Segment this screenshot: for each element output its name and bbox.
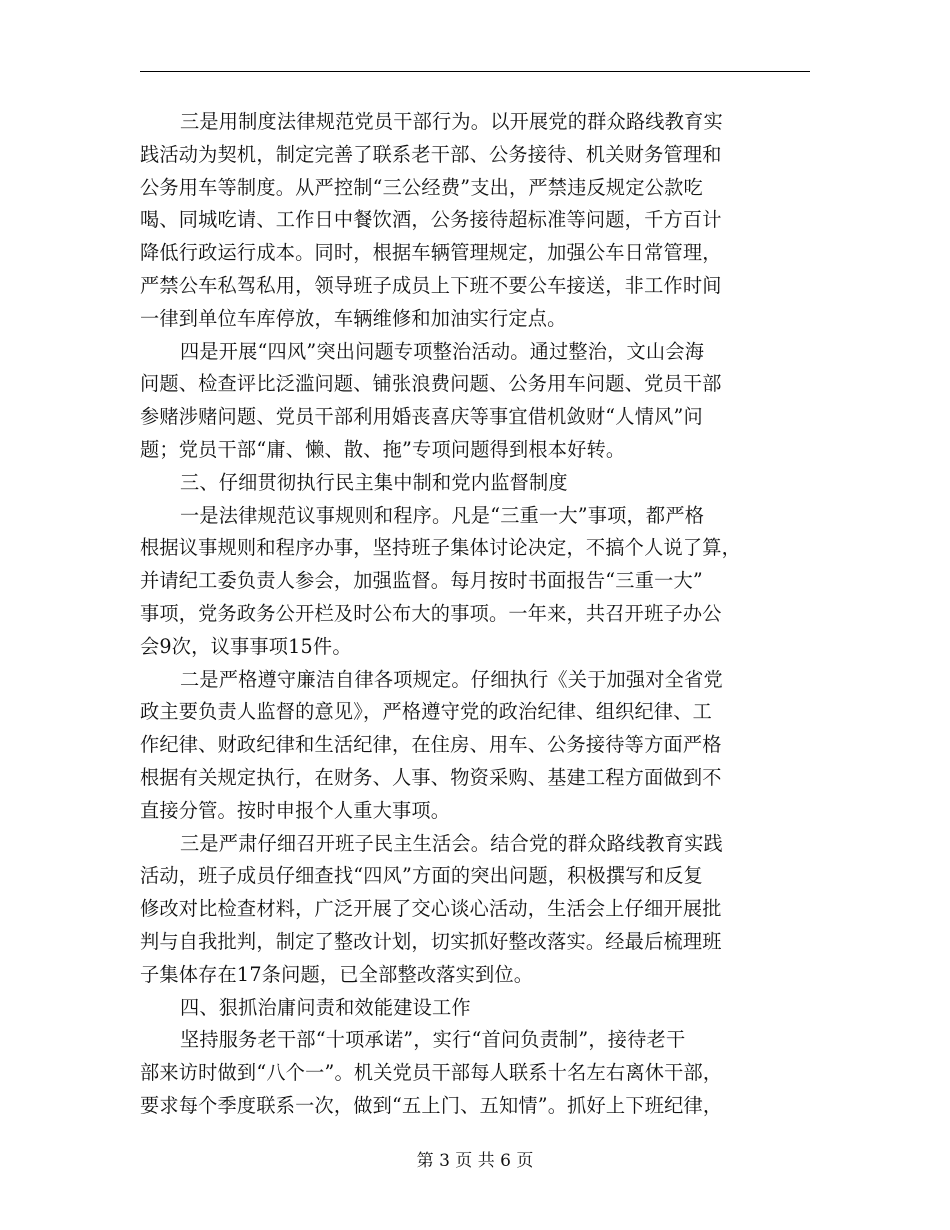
text-line: 问题、检查评比泛滥问题、铺张浪费问题、公务用车问题、党员干部 — [140, 372, 722, 396]
text-line: 四是开展“四风”突出问题专项整治活动。通过整治，文山会海 — [180, 339, 705, 363]
text-line: 严禁公车私驾私用，领导班子成员上下班不要公车接送，非工作时间 — [140, 273, 722, 297]
section-heading: 三、仔细贯彻执行民主集中制和党内监督制度 — [180, 470, 568, 494]
text-line: 并请纪工委负责人参会，加强监督。每月按时书面报告“三重一大” — [140, 569, 703, 593]
text-line: 直接分管。按时申报个人重大事项。 — [140, 798, 451, 822]
document-text — [140, 106, 812, 1123]
text-line: 三是严肃仔细召开班子民主生活会。结合党的群众路线教育实践 — [180, 831, 723, 855]
text-line: 子集体存在17条问题，已全部整改落实到位。 — [140, 962, 534, 986]
text-line: 事项，党务政务公开栏及时公布大的事项。一年来，共召开班子办公 — [140, 601, 722, 625]
text-line: 活动，班子成员仔细查找“四风”方面的突出问题，积极撰写和反复 — [140, 864, 703, 888]
text-line: 政主要负责人监督的意见》，严格遵守党的政治纪律、组织纪律、工 — [140, 700, 713, 724]
text-line: 坚持服务老干部“十项承诺”，实行“首问负责制”，接待老干 — [180, 1028, 686, 1052]
text-line: 根据议事规则和程序办事，坚持班子集体讨论决定，不搞个人说了算， — [140, 536, 742, 560]
text-line: 会9次，议事事项15件。 — [140, 634, 352, 658]
text-line: 三是用制度法律规范党员干部行为。以开展党的群众路线教育实 — [180, 110, 723, 133]
text-line: 公务用车等制度。从严控制“三公经费”支出，严禁违反规定公款吃 — [140, 175, 703, 199]
text-line: 参赌涉赌问题、党员干部利用婚丧喜庆等事宜借机敛财“人情风”问 — [140, 405, 703, 429]
text-line: 作纪律、财政纪律和生活纪律，在住房、用车、公务接待等方面严格 — [140, 733, 722, 757]
text-line: 部来访时做到“八个一”。机关党员干部每人联系十名左右离休干部， — [140, 1061, 723, 1085]
text-line: 判与自我批判，制定了整改计划，切实抓好整改落实。经最后梳理班 — [140, 929, 722, 953]
text-line: 践活动为契机，制定完善了联系老干部、公务接待、机关财务管理和 — [140, 142, 722, 166]
document-body — [140, 106, 812, 1123]
header-rule — [140, 71, 810, 72]
text-line: 修改对比检查材料，广泛开展了交心谈心活动，生活会上仔细开展批 — [140, 897, 722, 921]
text-line: 根据有关规定执行，在财务、人事、物资采购、基建工程方面做到不 — [140, 765, 722, 789]
text-line: 一是法律规范议事规则和程序。凡是“三重一大”事项，都严格 — [180, 503, 705, 527]
text-line: 降低行政运行成本。同时，根据车辆管理规定，加强公车日常管理， — [140, 241, 722, 265]
text-line: 题；党员干部“庸、懒、散、拖”专项问题得到根本好转。 — [140, 437, 626, 461]
text-line: 一律到单位车库停放，车辆维修和加油实行定点。 — [140, 306, 567, 330]
section-heading: 四、狠抓治庸问责和效能建设工作 — [180, 995, 471, 1019]
text-line: 要求每个季度联系一次，做到“五上门、五知情”。抓好上下班纪律， — [140, 1093, 723, 1117]
text-line: 喝、同城吃请、工作日中餐饮酒，公务接待超标准等问题，千方百计 — [140, 208, 722, 232]
text-line: 二是严格遵守廉洁自律各项规定。仔细执行《关于加强对全省党 — [180, 667, 723, 691]
page-number: 第 3 页 共 6 页 — [416, 1151, 534, 1171]
